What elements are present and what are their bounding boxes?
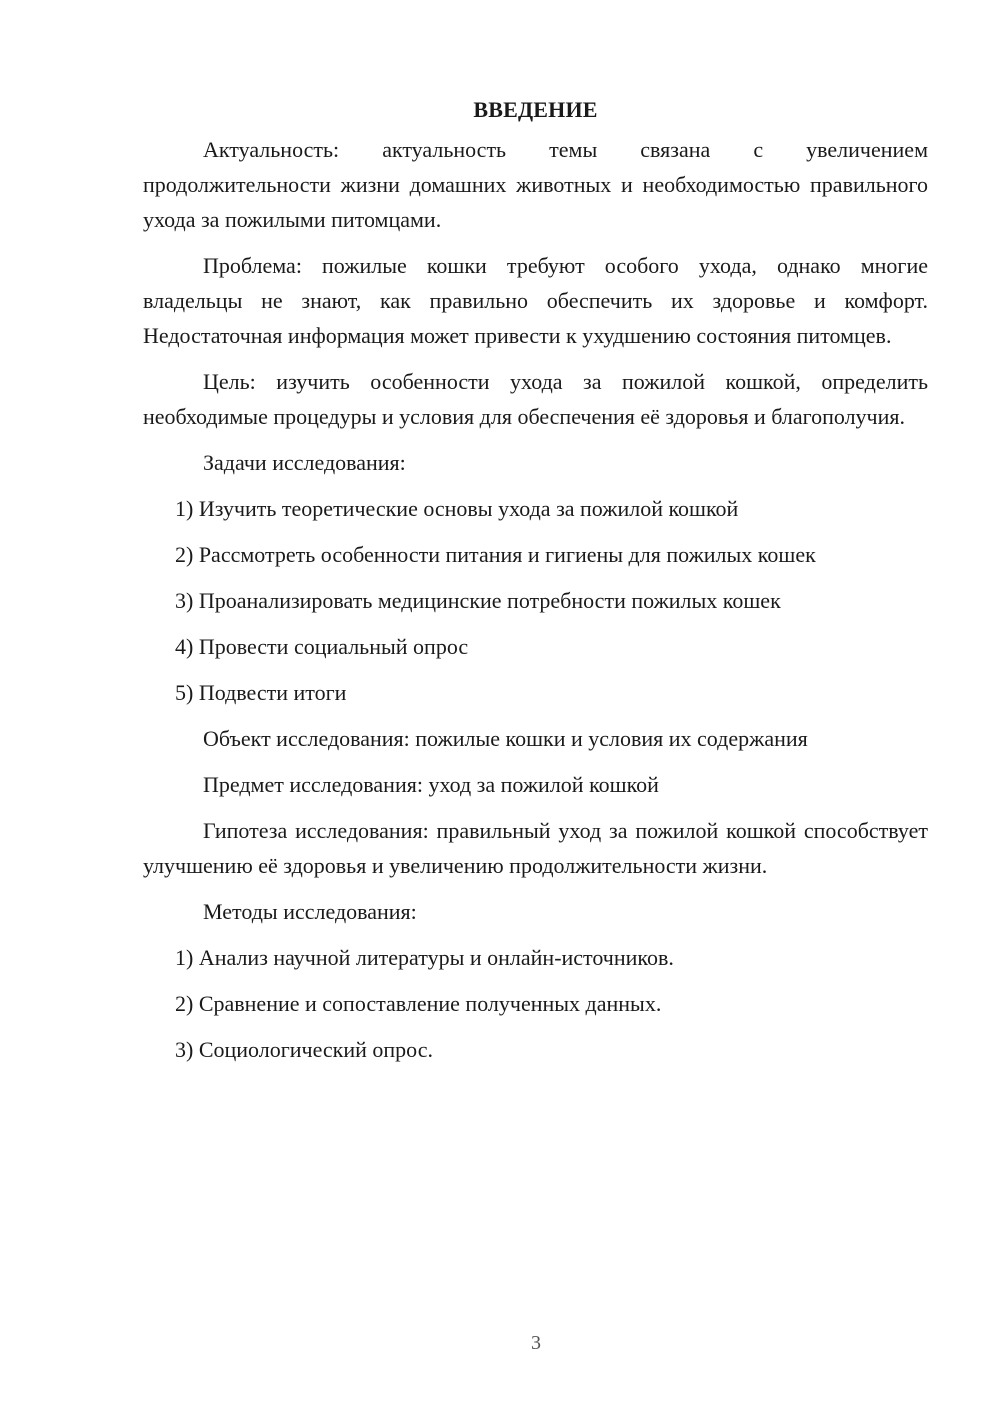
list-item: 2) Сравнение и сопоставление полученных данных.: [175, 991, 662, 1016]
methods-list: [143, 940, 928, 1067]
list-item: 1) Изучить теоретические основы ухода за пожилой кошкой: [175, 496, 739, 521]
methods-label: Методы исследования:: [203, 899, 417, 924]
subject-paragraph: Предмет исследования: уход за пожилой кошкой: [203, 772, 659, 797]
list-item: 3) Социологический опрос.: [175, 1037, 433, 1062]
object-paragraph: Объект исследования: пожилые кошки и условия их содержания: [203, 726, 808, 751]
list-item: 4) Провести социальный опрос: [175, 634, 469, 659]
list-item: 5) Подвести итоги: [175, 680, 347, 705]
document-page: [143, 92, 928, 1078]
tasks-list: [143, 491, 928, 710]
section-heading: ВВЕДЕНИЕ: [473, 97, 598, 122]
relevance-paragraph: Актуальность: актуальность темы связана с увеличением продолжительности жизни домашних животных и необходимостью правильного ухода за пожилыми питомцами.: [143, 137, 928, 232]
list-item: 2) Рассмотреть особенности питания и гигиены для пожилых кошек: [175, 542, 816, 567]
hypothesis-paragraph: Гипотеза исследования: правильный уход за пожилой кошкой способствует улучшению её здоровья и увеличению продолжительности жизни.: [143, 818, 928, 878]
list-item: 1) Анализ научной литературы и онлайн-источников.: [175, 945, 674, 970]
list-item: 3) Проанализировать медицинские потребности пожилых кошек: [175, 588, 781, 613]
tasks-label: Задачи исследования:: [203, 450, 406, 475]
goal-paragraph: Цель: изучить особенности ухода за пожилой кошкой, определить необходимые процедуры и условия для обеспечения её здоровья и благополучия.: [143, 369, 928, 429]
page-number: 3: [531, 1332, 541, 1354]
problem-paragraph: Проблема: пожилые кошки требуют особого ухода, однако многие владельцы не знают, как правильно обеспечить их здоровье и комфорт. Недостаточная информация может привести к ухудшению состояния питомцев.: [143, 253, 928, 348]
